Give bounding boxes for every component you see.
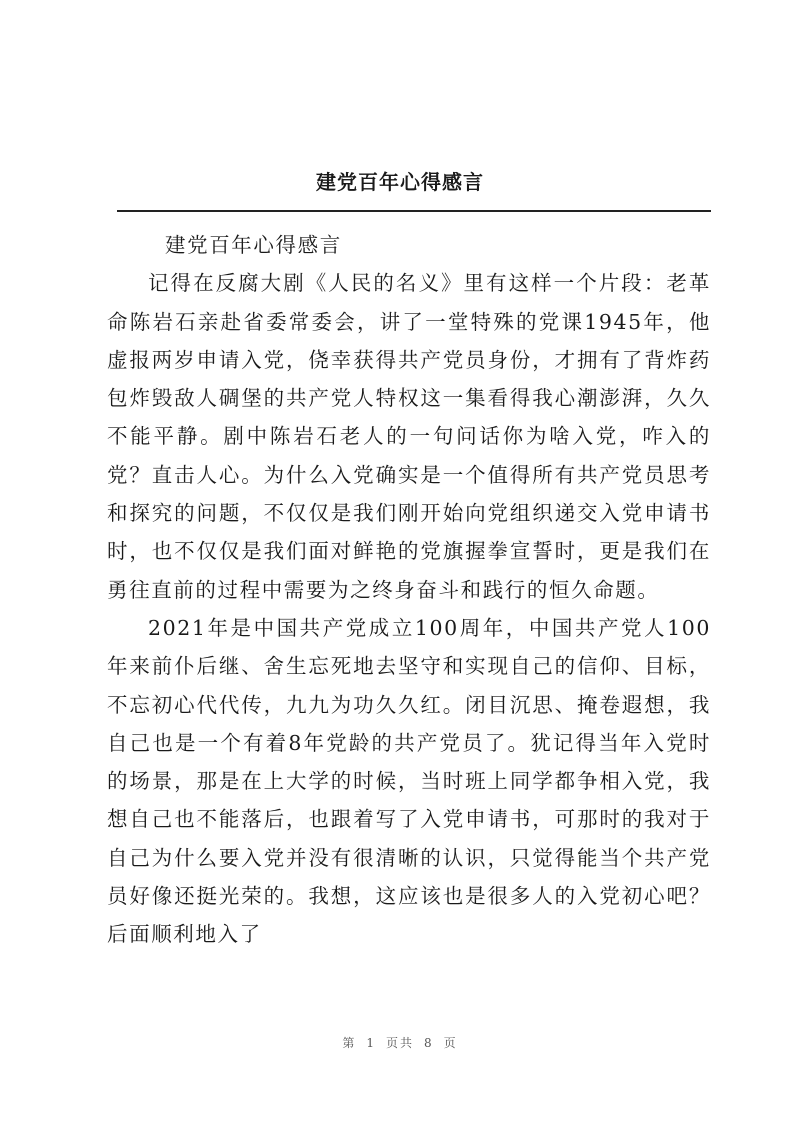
document-body — [107, 226, 711, 954]
footer-total-pages: 8 — [424, 1036, 434, 1050]
paragraph: 记得在反腐大剧《人民的名义》里有这样一个片段：老革命陈岩石亲赴省委常委会，讲了一堂特殊的党课1945年，他虚报两岁申请入党，侥幸获得共产党员身份，才拥有了背炸药包炸毁敌人碉堡的共产党人特权这一集看得我心潮澎湃，久久不能平静。剧中陈岩石老人的一句问话你为啥入党，咋入的党？直击人心。为什么入党确实是一个值得所有共产党员思考和探究的问题，不仅仅是我们刚开始向党组织递交入党申请书时，也不仅仅是我们面对鲜艳的党旗握拳宣誓时，更是我们在勇往直前的过程中需要为之终身奋斗和践行的恒久命题。 — [107, 271, 711, 602]
footer-middle: 页共 — [385, 1036, 414, 1050]
footer-suffix: 页 — [443, 1036, 458, 1050]
paragraph: 2021年是中国共产党成立100周年，中国共产党人100年来前仆后继、舍生忘死地去坚守和实现自己的信仰、目标，不忘初心代代传，九九为功久久红。闭目沉思、掩卷遐想，我自己也是一个有着8年党龄的共产党员了。犹记得当年入党时的场景，那是在上大学的时候，当时班上同学都争相入党，我想自己也不能落后，也跟着写了入党申请书，可那时的我对于自己为什么要入党并没有很清晰的认识，只觉得能当个共产党员好像还挺光荣的。我想，这应该也是很多人的入党初心吧？后面顺利地入了 — [107, 615, 711, 947]
body-heading: 建党百年心得感言 — [165, 233, 342, 257]
page-footer — [0, 1034, 800, 1051]
title-divider — [117, 210, 711, 212]
footer-page-number: 1 — [366, 1036, 376, 1050]
footer-prefix: 第 — [342, 1036, 357, 1050]
page-title: 建党百年心得感言 — [316, 170, 484, 194]
